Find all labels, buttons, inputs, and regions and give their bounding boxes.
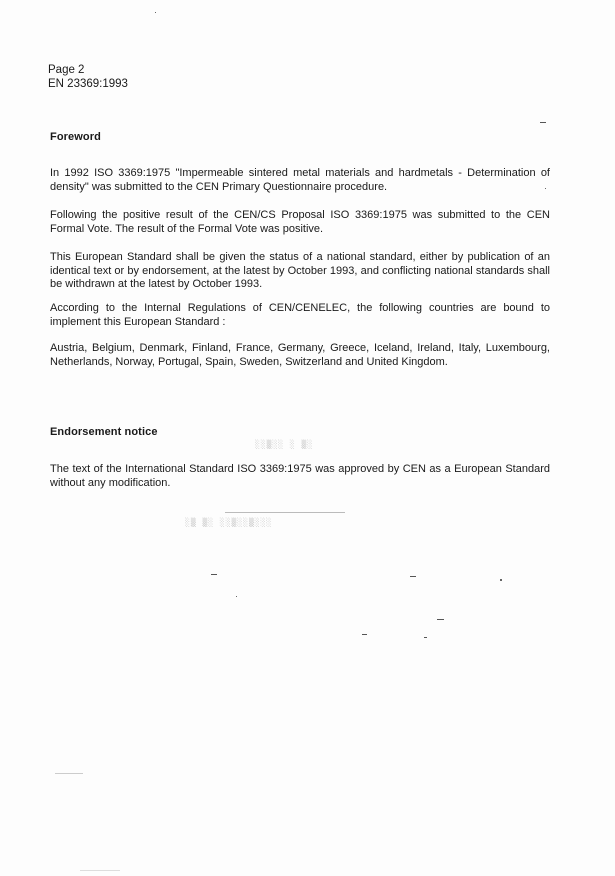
- scan-speck: [80, 870, 120, 871]
- scan-dot: [155, 12, 156, 13]
- page-header: [48, 63, 128, 91]
- foreword-paragraph-4: According to the Internal Regulations of CEN/CENELEC, the following countries are bound to implement this European Standard :: [50, 302, 550, 328]
- country-list-paragraph: Austria, Belgium, Denmark, Finland, France, Germany, Greece, Iceland, Ireland, Italy, Luxembourg, Netherlands, Norway, Portugal, Spain, Sweden, Switzerland and United Kingdom.: [50, 342, 550, 368]
- scan-dot: [500, 579, 502, 581]
- foreword-heading: Foreword: [50, 131, 101, 143]
- scan-line: [225, 512, 345, 513]
- standard-identifier: EN 23369:1993: [48, 78, 128, 90]
- scan-dot: [545, 188, 546, 189]
- endorsement-heading: Endorsement notice: [50, 426, 158, 438]
- scan-speck: [410, 576, 416, 577]
- scan-speck: [55, 773, 83, 774]
- scan-speck: [437, 619, 444, 620]
- foreword-paragraph-1: In 1992 ISO 3369:1975 "Impermeable sintered metal materials and hardmetals - Determination of density" was submitted to the CEN Primary Questionnaire procedure.: [50, 167, 550, 193]
- scan-speck: [540, 122, 546, 123]
- page-number: Page 2: [48, 64, 85, 76]
- endorsement-paragraph: The text of the International Standard ISO 3369:1975 was approved by CEN as a European Standard without any modification.: [50, 463, 550, 489]
- foreword-paragraph-2: Following the positive result of the CEN/CS Proposal ISO 3369:1975 was submitted to the CEN Formal Vote. The result of the Formal Vote was positive.: [50, 209, 550, 235]
- scan-dot: [236, 596, 237, 597]
- faded-stamp-mark-2: ░▒ ▒░ ░░▒░░▒░░░: [185, 518, 273, 527]
- scan-speck: [362, 634, 367, 635]
- foreword-paragraph-3: This European Standard shall be given the status of a national standard, either by publication of an identical text or by endorsement, at the latest by October 1993, and conflicting national standards shall be withdrawn at the latest by October 1993.: [50, 251, 550, 290]
- scan-speck: [424, 637, 427, 638]
- scan-speck: [211, 574, 217, 575]
- faded-stamp-mark: ░░▒░░ ░ ▒░: [255, 440, 314, 449]
